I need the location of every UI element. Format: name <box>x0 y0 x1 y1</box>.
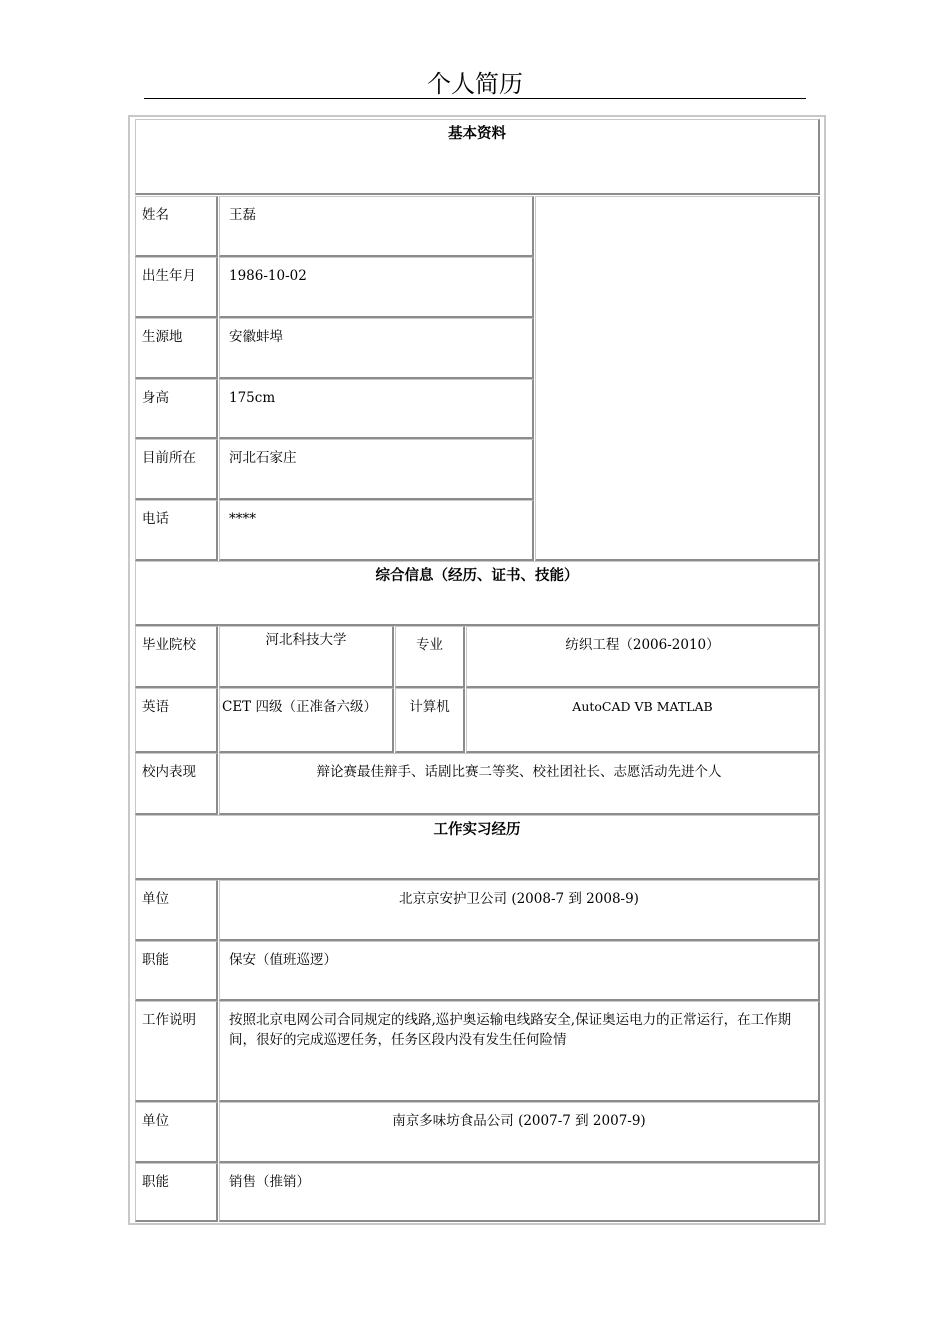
value-height: 175cm <box>219 379 534 439</box>
label-name: 姓名 <box>135 196 218 257</box>
value-english: CET 四级（正准备六级） <box>219 688 394 753</box>
photo-area <box>535 196 820 561</box>
document-title: 个人简历 <box>427 70 523 98</box>
label-role-1: 职能 <box>135 941 218 1001</box>
value-role-1: 保安（值班巡逻） <box>219 941 820 1001</box>
label-employer-1: 单位 <box>135 880 218 941</box>
label-role-2: 职能 <box>135 1163 218 1222</box>
value-school: 河北科技大学 <box>219 626 394 688</box>
resume-table <box>128 115 826 1225</box>
label-english: 英语 <box>135 688 218 753</box>
value-phone: **** <box>219 500 534 561</box>
value-name: 王磊 <box>219 196 534 257</box>
section-header-work: 工作实习经历 <box>135 815 820 880</box>
value-birth: 1986-10-02 <box>219 257 534 318</box>
value-location: 河北石家庄 <box>219 439 534 500</box>
label-school: 毕业院校 <box>135 626 218 688</box>
section-header-general: 综合信息（经历、证书、技能） <box>135 561 820 626</box>
value-origin: 安徽蚌埠 <box>219 318 534 379</box>
label-major: 专业 <box>395 626 465 688</box>
value-employer-2: 南京多味坊食品公司 (2007-7 到 2007-9) <box>219 1102 820 1163</box>
label-birth: 出生年月 <box>135 257 218 318</box>
value-role-2: 销售（推销） <box>219 1163 820 1222</box>
value-employer-1: 北京京安护卫公司 (2008-7 到 2008-9) <box>219 880 820 941</box>
label-description-1: 工作说明 <box>135 1001 218 1102</box>
value-description-1: 按照北京电网公司合同规定的线路,巡护奥运输电线路安全,保证奥运电力的正常运行，在工作期间，很好的完成巡逻任务，任务区段内没有发生任何险情 <box>219 1001 820 1102</box>
value-major: 纺织工程（2006-2010） <box>466 626 820 688</box>
section-header-basic: 基本资料 <box>135 119 820 195</box>
label-phone: 电话 <box>135 500 218 561</box>
value-campus: 辩论赛最佳辩手、话剧比赛二等奖、校社团社长、志愿活动先进个人 <box>219 753 820 815</box>
label-computer: 计算机 <box>395 688 465 753</box>
label-campus: 校内表现 <box>135 753 218 815</box>
label-height: 身高 <box>135 379 218 439</box>
label-origin: 生源地 <box>135 318 218 379</box>
title-underline <box>144 98 806 99</box>
label-location: 目前所在 <box>135 439 218 500</box>
label-employer-2: 单位 <box>135 1102 218 1163</box>
value-computer: AutoCAD VB MATLAB <box>466 688 820 753</box>
